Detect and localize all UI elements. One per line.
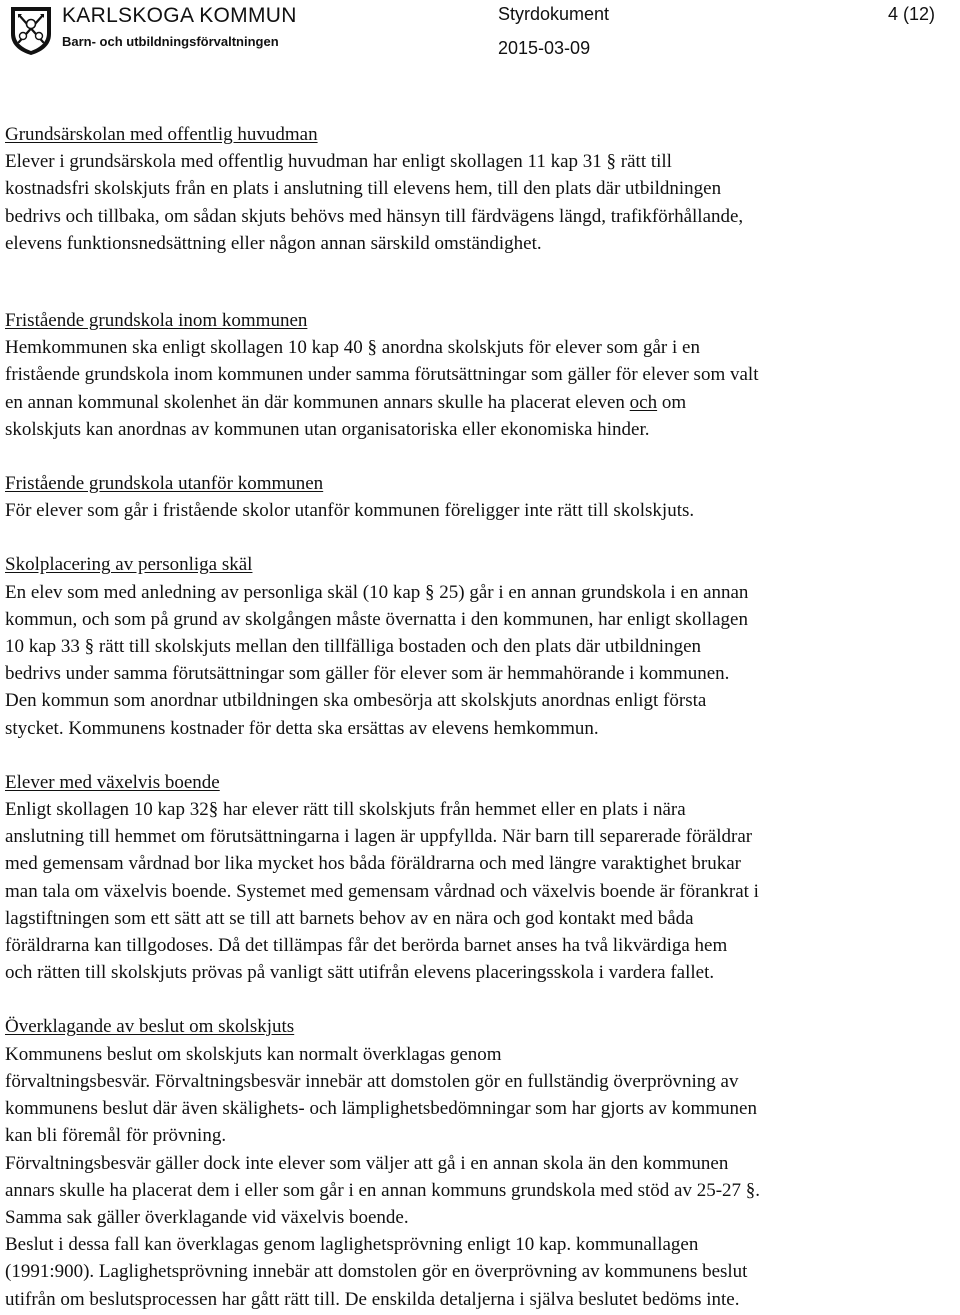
page-number: 4 (12) (888, 4, 936, 24)
section-friskola-inom (5, 307, 955, 443)
paragraph-line: kommun, och som på grund av skolgången måste övernatta i den kommunen, har enligt skollagen (5, 608, 748, 630)
section-heading: Överklagande av beslut om skolskjuts (5, 1016, 295, 1038)
paragraph-line: Förvaltningsbesvär gäller dock inte elever som väljer att gå i en annan skola än den kommunen (5, 1152, 729, 1174)
paragraph-line: lagstiftningen som ett sätt att se till att barnets behov av en nära och god kontakt med båda (5, 907, 694, 929)
paragraph-line: För elever som går i fristående skolor utanför kommunen föreligger inte rätt till skolskjuts. (5, 500, 695, 522)
organization-unit: Barn- och utbildningsförvaltningen (62, 34, 279, 49)
paragraph-line: och rätten till skolskjuts prövas på vanligt sätt utifrån elevens placeringsskola i vardera fallet. (5, 962, 715, 984)
section-heading: Elever med växelvis boende (5, 771, 220, 793)
paragraph-line: Samma sak gäller överklagande vid växelvis boende. (5, 1206, 409, 1228)
section-heading: Skolplacering av personliga skäl (5, 554, 253, 576)
paragraph-line: stycket. Kommunens kostnader för detta ska ersättas av elevens hemkommun. (5, 717, 599, 739)
spacer (5, 524, 955, 551)
text-segment: om (657, 391, 687, 413)
section-heading: Fristående grundskola utanför kommunen (5, 473, 324, 495)
document-header (0, 0, 960, 64)
section-heading: Fristående grundskola inom kommunen (5, 310, 308, 332)
section-personliga-skal (5, 551, 955, 741)
paragraph-line: med gemensam vårdnad bor lika mycket hos båda föräldrarna och med längre varaktighet brukar (5, 853, 741, 875)
spacer (5, 443, 955, 470)
section-overklagande (5, 1013, 955, 1312)
paragraph-line: Elever i grundsärskola med offentlig huvudman har enligt skollagen 11 kap 31 § rätt till (5, 151, 672, 173)
section-grundsarskolan (5, 121, 955, 257)
paragraph-line: kan bli föremål för prövning. (5, 1125, 227, 1147)
paragraph-line: En elev som med anledning av personliga skäl (10 kap § 25) går i en annan grundskola i en annan (5, 581, 749, 603)
section-friskola-utanfor (5, 470, 955, 524)
paragraph-line: annars skulle ha placerat dem i eller som går i en annan kommuns grundskola med stöd av 25-27 §. (5, 1179, 761, 1201)
paragraph-line: elevens funktionsnedsättning eller någon annan särskild omständighet. (5, 232, 542, 254)
paragraph-line: Den kommun som anordnar utbildningen ska ombesörja att skolskjuts anordnas enligt första (5, 690, 707, 712)
paragraph-line: bedrivs och tillbaka, om sådan skjuts behövs med hänsyn till färdvägens längd, trafikförhållande, (5, 205, 744, 227)
paragraph-line: skolskjuts kan anordnas av kommunen utan organisatoriska eller ekonomiska hinder. (5, 418, 650, 440)
paragraph-line: anslutning till hemmet om förutsättningarna i lagen är uppfyllda. När barn till separerade föräldrar (5, 826, 753, 848)
document-date: 2015-03-09 (498, 38, 591, 58)
document-body (5, 121, 955, 1313)
spacer (5, 986, 955, 1013)
paragraph-line: kostnadsfri skolskjuts från en plats i anslutning till elevens hem, till den plats där utbildningen (5, 178, 722, 200)
paragraph-line: kommunens beslut där även skälighets- och lämplighetsbedömningar som har gjorts av kommunen (5, 1098, 757, 1120)
paragraph-line: man tala om växelvis boende. Systemet med gemensam vårdnad och växelvis boende är förankrat i (5, 880, 759, 902)
paragraph-line: Kommunens beslut om skolskjuts kan normalt överklagas genom (5, 1043, 502, 1065)
paragraph-line: fristående grundskola inom kommunen under samma förutsättningar som gäller för elever som valt (5, 364, 759, 386)
paragraph-line: 10 kap 33 § rätt till skolskjuts mellan den tillfälliga bostaden och den plats där utbildningen (5, 636, 702, 658)
paragraph-line: utifrån om beslutsprocessen har gått rätt till. De enskilda detaljerna i själva beslutet bedöms inte. (5, 1288, 740, 1310)
paragraph-line: (1991:900). Laglighetsprövning innebär att domstolen gör en överprövning av kommunens beslut (5, 1261, 748, 1283)
paragraph-line: Enligt skollagen 10 kap 32§ har elever rätt till skolskjuts från hemmet eller en plats i nära (5, 799, 686, 821)
paragraph-line: föräldrarna kan tillgodoses. Då det tillämpas får det berörda barnet anses ha två likvärdiga hem (5, 935, 728, 957)
municipal-seal-logo (8, 4, 54, 56)
spacer (5, 257, 955, 307)
section-vaxelvis-boende (5, 769, 955, 987)
section-heading: Grundsärskolan med offentlig huvudman (5, 124, 318, 145)
text-segment: en annan kommunal skolenhet än där kommunen annars skulle ha placerat eleven (5, 391, 630, 413)
underlined-word: och (629, 391, 658, 413)
paragraph-line (5, 389, 955, 416)
spacer (5, 742, 955, 769)
paragraph-line: förvaltningsbesvär. Förvaltningsbesvär innebär att domstolen gör en fullständig överprövning av (5, 1070, 739, 1092)
paragraph-line: Beslut i dessa fall kan överklagas genom laglighetsprövning enligt 10 kap. kommunallagen (5, 1234, 699, 1256)
organization-name: KARLSKOGA KOMMUN (62, 4, 297, 27)
paragraph-line: Hemkommunen ska enligt skollagen 10 kap 40 § anordna skolskjuts för elever som går i en (5, 337, 700, 359)
paragraph-line: bedrivs under samma förutsättningar som gäller för elever som är hemmahörande i kommunen. (5, 663, 730, 685)
document-type: Styrdokument (498, 4, 610, 24)
